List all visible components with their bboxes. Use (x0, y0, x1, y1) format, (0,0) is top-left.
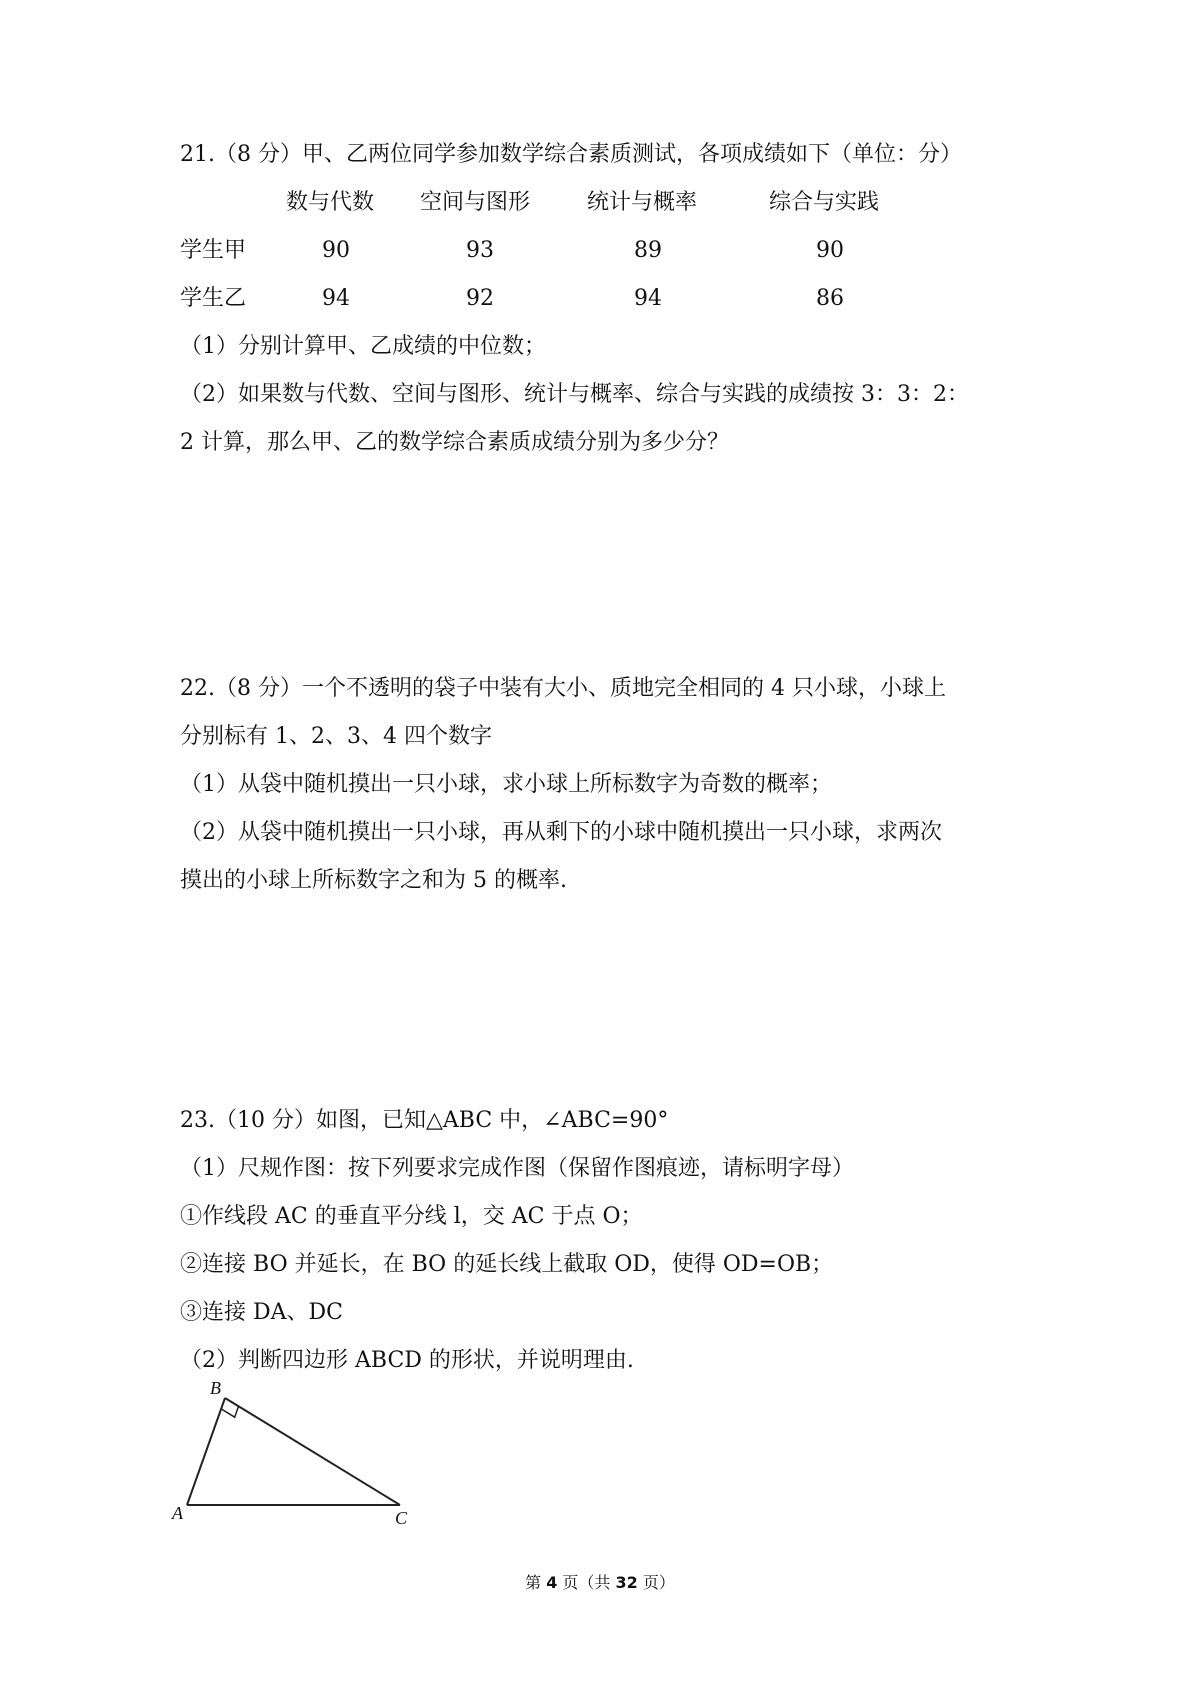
label-c: C (395, 1508, 408, 1526)
table-cell: 94 (634, 286, 662, 311)
q21-part2-line1: （2）如果数与代数、空间与图形、统计与概率、综合与实践的成绩按 3：3：2： (180, 382, 969, 407)
q23-step3: ③连接 DA、DC (180, 1300, 343, 1325)
table-cell: 90 (322, 238, 350, 263)
table-header-cell: 空间与图形 (420, 190, 531, 215)
total-page-count: 32 (615, 1573, 638, 1592)
right-angle-mark (221, 1406, 238, 1417)
table-header-cell: 统计与概率 (587, 190, 698, 215)
table-cell: 93 (466, 238, 494, 263)
table-row-label: 学生乙 (180, 286, 247, 311)
q23-stem: 23.（10 分）如图，已知△ABC 中，∠ABC=90° (180, 1108, 669, 1133)
q22-stem-line1: 22.（8 分）一个不透明的袋子中装有大小、质地完全相同的 4 只小球，小球上 (180, 676, 946, 701)
segment-ab (187, 1398, 225, 1505)
current-page-number: 4 (546, 1573, 558, 1592)
table-cell: 92 (466, 286, 494, 311)
q23-part1: （1）尺规作图：按下列要求完成作图（保留作图痕迹，请标明字母） (180, 1156, 854, 1181)
q21-stem: 21.（8 分）甲、乙两位同学参加数学综合素质测试，各项成绩如下（单位：分） (180, 142, 962, 167)
q22-part2-line1: （2）从袋中随机摸出一只小球，再从剩下的小球中随机摸出一只小球，求两次 (180, 820, 942, 845)
table-cell: 89 (634, 238, 662, 263)
table-header-cell: 综合与实践 (769, 190, 880, 215)
table-cell: 94 (322, 286, 350, 311)
footer-prefix: 第 (525, 1573, 542, 1592)
page-footer (0, 1572, 1200, 1594)
table-cell: 86 (816, 286, 844, 311)
q21-part2-line2: 2 计算，那么甲、乙的数学综合素质成绩分别为多少分？ (180, 430, 729, 455)
footer-middle: 页（共 (562, 1573, 611, 1592)
q22-part1: （1）从袋中随机摸出一只小球，求小球上所标数字为奇数的概率； (180, 772, 832, 797)
footer-suffix: 页） (642, 1573, 675, 1592)
q21-part1: （1）分别计算甲、乙成绩的中位数； (180, 334, 546, 359)
label-b: B (210, 1378, 221, 1398)
table-row-label: 学生甲 (180, 238, 247, 263)
triangle-abc-figure (170, 1376, 430, 1526)
segment-bc (225, 1398, 400, 1505)
label-a: A (172, 1503, 183, 1523)
q23-step1: ①作线段 AC 的垂直平分线 l，交 AC 于点 O； (180, 1204, 643, 1229)
q22-part2-line2: 摸出的小球上所标数字之和为 5 的概率. (180, 868, 567, 893)
q22-stem-line2: 分别标有 1、2、3、4 四个数字 (180, 724, 492, 749)
table-cell: 90 (816, 238, 844, 263)
table-header-cell: 数与代数 (286, 190, 375, 215)
q23-part2: （2）判断四边形 ABCD 的形状，并说明理由. (180, 1348, 634, 1373)
q23-step2: ②连接 BO 并延长，在 BO 的延长线上截取 OD，使得 OD=OB； (180, 1252, 834, 1277)
